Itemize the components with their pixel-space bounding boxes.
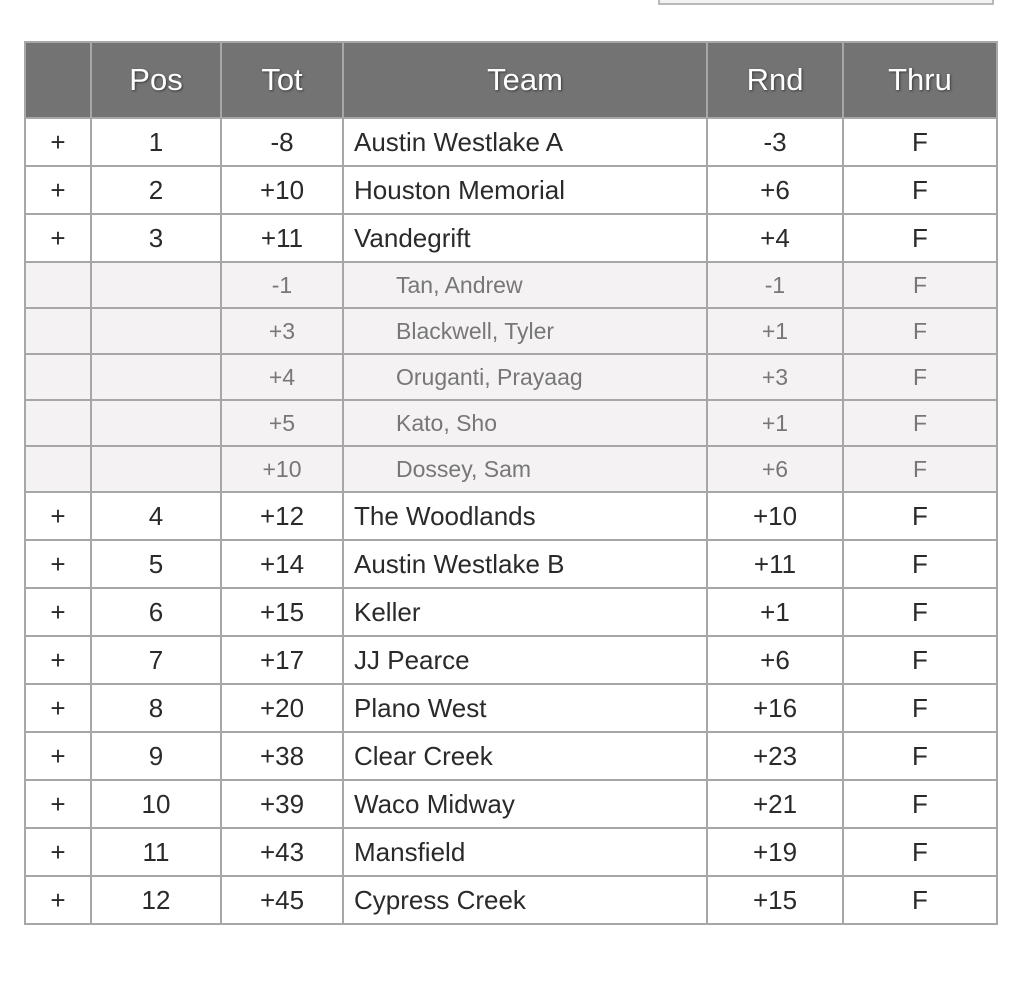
team-row[interactable] (25, 876, 997, 924)
player-row (25, 354, 997, 400)
round-score-cell: +1 (707, 400, 843, 446)
total-score-cell: +3 (221, 308, 343, 354)
team-name-cell: Mansfield (343, 828, 707, 876)
total-score-cell: -1 (221, 262, 343, 308)
position-cell (91, 308, 221, 354)
team-row[interactable] (25, 732, 997, 780)
team-row[interactable] (25, 828, 997, 876)
player-row (25, 262, 997, 308)
team-name-cell: Austin Westlake A (343, 118, 707, 166)
expand-toggle[interactable]: + (25, 876, 91, 924)
position-cell (91, 400, 221, 446)
total-score-cell: +14 (221, 540, 343, 588)
header-tot[interactable]: Tot (221, 42, 343, 118)
header-row (25, 42, 997, 118)
round-score-cell: +1 (707, 308, 843, 354)
total-score-cell: +20 (221, 684, 343, 732)
total-score-cell: +11 (221, 214, 343, 262)
thru-cell: F (843, 214, 997, 262)
position-cell: 11 (91, 828, 221, 876)
expand-cell (25, 400, 91, 446)
team-row[interactable] (25, 166, 997, 214)
round-score-cell: +21 (707, 780, 843, 828)
expand-toggle[interactable]: + (25, 636, 91, 684)
expand-toggle[interactable]: + (25, 732, 91, 780)
expand-toggle[interactable]: + (25, 166, 91, 214)
team-name-cell: JJ Pearce (343, 636, 707, 684)
expand-toggle[interactable]: + (25, 492, 91, 540)
expand-toggle[interactable]: + (25, 540, 91, 588)
header-expand (25, 42, 91, 118)
leaderboard-table (24, 41, 998, 925)
team-name-cell: Houston Memorial (343, 166, 707, 214)
thru-cell: F (843, 636, 997, 684)
player-name-cell: Kato, Sho (343, 400, 707, 446)
player-name-cell: Tan, Andrew (343, 262, 707, 308)
team-row[interactable] (25, 492, 997, 540)
expand-toggle[interactable]: + (25, 588, 91, 636)
round-score-cell: +6 (707, 636, 843, 684)
thru-cell: F (843, 262, 997, 308)
player-name-cell: Oruganti, Prayaag (343, 354, 707, 400)
thru-cell: F (843, 732, 997, 780)
position-cell: 12 (91, 876, 221, 924)
thru-cell: F (843, 308, 997, 354)
thru-cell: F (843, 446, 997, 492)
thru-cell: F (843, 400, 997, 446)
round-score-cell: -3 (707, 118, 843, 166)
team-name-cell: Austin Westlake B (343, 540, 707, 588)
total-score-cell: +45 (221, 876, 343, 924)
expand-cell (25, 354, 91, 400)
position-cell (91, 262, 221, 308)
team-name-cell: Keller (343, 588, 707, 636)
round-score-cell: +23 (707, 732, 843, 780)
position-cell: 9 (91, 732, 221, 780)
header-thru[interactable]: Thru (843, 42, 997, 118)
expand-toggle[interactable]: + (25, 828, 91, 876)
thru-cell: F (843, 540, 997, 588)
team-name-cell: Plano West (343, 684, 707, 732)
position-cell: 5 (91, 540, 221, 588)
expand-toggle[interactable]: + (25, 684, 91, 732)
position-cell (91, 354, 221, 400)
position-cell: 1 (91, 118, 221, 166)
total-score-cell: +39 (221, 780, 343, 828)
total-score-cell: +15 (221, 588, 343, 636)
team-row[interactable] (25, 214, 997, 262)
total-score-cell: -8 (221, 118, 343, 166)
player-name-cell: Blackwell, Tyler (343, 308, 707, 354)
leaderboard-body (25, 118, 997, 924)
total-score-cell: +12 (221, 492, 343, 540)
expand-cell (25, 308, 91, 354)
team-row[interactable] (25, 118, 997, 166)
expand-toggle[interactable]: + (25, 780, 91, 828)
header-team[interactable]: Team (343, 42, 707, 118)
position-cell: 2 (91, 166, 221, 214)
thru-cell: F (843, 876, 997, 924)
thru-cell: F (843, 492, 997, 540)
round-score-cell: +19 (707, 828, 843, 876)
team-row[interactable] (25, 684, 997, 732)
round-score-cell: +11 (707, 540, 843, 588)
position-cell: 7 (91, 636, 221, 684)
team-row[interactable] (25, 636, 997, 684)
round-score-cell: +15 (707, 876, 843, 924)
team-name-cell: Vandegrift (343, 214, 707, 262)
team-name-cell: Waco Midway (343, 780, 707, 828)
round-score-cell: +1 (707, 588, 843, 636)
team-row[interactable] (25, 540, 997, 588)
player-row (25, 308, 997, 354)
thru-cell: F (843, 588, 997, 636)
round-score-cell: +16 (707, 684, 843, 732)
round-score-cell: +4 (707, 214, 843, 262)
expand-cell (25, 262, 91, 308)
round-score-cell: +10 (707, 492, 843, 540)
total-score-cell: +17 (221, 636, 343, 684)
team-name-cell: The Woodlands (343, 492, 707, 540)
total-score-cell: +10 (221, 166, 343, 214)
position-cell (91, 446, 221, 492)
expand-toggle[interactable]: + (25, 214, 91, 262)
round-score-cell: +3 (707, 354, 843, 400)
team-row[interactable] (25, 780, 997, 828)
position-cell: 8 (91, 684, 221, 732)
position-cell: 3 (91, 214, 221, 262)
thru-cell: F (843, 780, 997, 828)
total-score-cell: +10 (221, 446, 343, 492)
header-pos[interactable]: Pos (91, 42, 221, 118)
expand-cell (25, 446, 91, 492)
total-score-cell: +4 (221, 354, 343, 400)
thru-cell: F (843, 118, 997, 166)
leaderboard-header (25, 42, 997, 118)
total-score-cell: +5 (221, 400, 343, 446)
round-score-cell: +6 (707, 446, 843, 492)
expand-toggle[interactable]: + (25, 118, 91, 166)
team-name-cell: Clear Creek (343, 732, 707, 780)
top-control-edge[interactable] (658, 0, 994, 5)
player-row (25, 446, 997, 492)
header-rnd[interactable]: Rnd (707, 42, 843, 118)
round-score-cell: -1 (707, 262, 843, 308)
round-score-cell: +6 (707, 166, 843, 214)
total-score-cell: +38 (221, 732, 343, 780)
thru-cell: F (843, 166, 997, 214)
total-score-cell: +43 (221, 828, 343, 876)
player-row (25, 400, 997, 446)
thru-cell: F (843, 354, 997, 400)
player-name-cell: Dossey, Sam (343, 446, 707, 492)
position-cell: 6 (91, 588, 221, 636)
team-row[interactable] (25, 588, 997, 636)
position-cell: 4 (91, 492, 221, 540)
thru-cell: F (843, 684, 997, 732)
thru-cell: F (843, 828, 997, 876)
team-name-cell: Cypress Creek (343, 876, 707, 924)
position-cell: 10 (91, 780, 221, 828)
